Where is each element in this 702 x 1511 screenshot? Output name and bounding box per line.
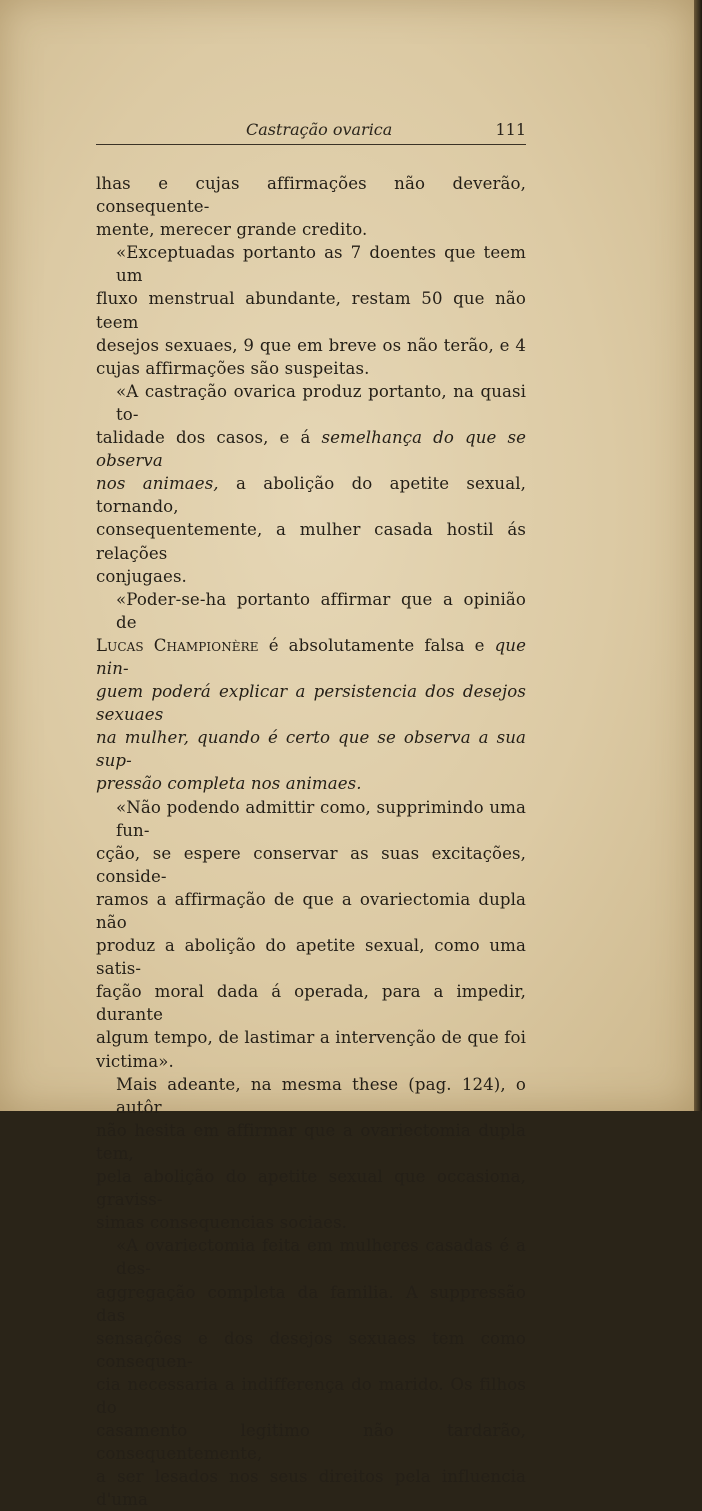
text-segment: desejos sexuaes, 9 que em breve os não terão, e 4 xyxy=(96,335,526,355)
text-segment: não hesita em affirmar que a ovariectomia dupla tem, xyxy=(96,1120,526,1163)
text-line xyxy=(96,1119,526,1165)
text-line xyxy=(96,772,526,795)
text-segment: algum tempo, de lastimar a intervenção de que foi xyxy=(96,1028,526,1048)
text-line xyxy=(96,1327,526,1373)
text-segment: «A ovariectomia feita em mulheres casadas é a des- xyxy=(116,1236,526,1279)
text-segment: conjugaes. xyxy=(96,566,187,586)
text-line xyxy=(96,1050,526,1073)
text-line xyxy=(96,680,526,726)
text-segment: aggregação completa da familia. A suppressão das xyxy=(96,1282,526,1325)
text-line xyxy=(96,842,526,888)
text-segment: nos animaes, xyxy=(96,474,219,494)
text-segment: «Não podendo admittir como, supprimindo uma fun- xyxy=(116,797,526,840)
text-segment: cia necessaria a indifferença do marido. Os filhos do xyxy=(96,1374,526,1417)
text-segment: guem poderá explicar a persistencia dos desejos sexuaes xyxy=(96,682,526,725)
text-segment: semelhança do que se observa xyxy=(96,428,526,471)
text-line xyxy=(96,357,526,380)
text-line xyxy=(96,172,526,218)
text-segment: sensações e dos desejos sexuaes tem como consequen- xyxy=(96,1328,526,1371)
text-line xyxy=(96,934,526,980)
text-line xyxy=(96,1465,526,1511)
text-segment: fluxo menstrual abundante, restam 50 que não teem xyxy=(96,289,526,332)
text-segment: produz a abolição do apetite sexual, como uma satis- xyxy=(96,936,526,979)
text-line xyxy=(96,1165,526,1211)
text-segment: victima». xyxy=(96,1051,174,1071)
text-line xyxy=(96,634,526,680)
text-segment: «Poder-se-ha portanto affirmar que a opinião de xyxy=(116,589,526,632)
text-line xyxy=(96,218,526,241)
text-segment: «Exceptuadas portanto as 7 doentes que teem um xyxy=(116,243,526,286)
text-line xyxy=(96,1211,526,1234)
text-line xyxy=(96,565,526,588)
text-segment: que nin- xyxy=(96,635,527,678)
text-line xyxy=(96,241,526,287)
text-line xyxy=(96,726,526,772)
text-segment: ramos a affirmação de que a ovariectomia dupla não xyxy=(96,889,526,932)
text-segment: pela abolição do apetite sexual que occasiona, graviss- xyxy=(96,1167,526,1210)
text-line xyxy=(96,588,526,634)
text-segment: na mulher, quando é certo que se observa a sua sup- xyxy=(96,728,526,771)
text-segment: Lucas Championère xyxy=(96,635,259,655)
text-line xyxy=(96,1373,526,1419)
text-line xyxy=(96,1281,526,1327)
text-line xyxy=(96,980,526,1026)
text-segment: casamento legitimo não tardarão, consequentemente, xyxy=(96,1421,526,1464)
body-text xyxy=(96,172,526,1511)
text-line xyxy=(96,1419,526,1465)
text-segment: simas consequencias sociaes. xyxy=(96,1213,348,1233)
text-segment: consequentemente, a mulher casada hostil ás relações xyxy=(96,520,526,563)
text-segment: a ser lesados nos seus direitos pela influencia d'uma xyxy=(96,1467,526,1510)
text-segment: cção, se espere conservar as suas excitações, conside- xyxy=(96,843,526,886)
text-line xyxy=(96,1073,526,1119)
running-title: Castração ovarica xyxy=(246,120,393,139)
page-edge-shadow xyxy=(694,0,702,1111)
text-line xyxy=(96,1234,526,1280)
text-segment: Mais adeante, na mesma these (pag. 124), o autôr xyxy=(116,1074,526,1117)
text-segment: mente, merecer grande credito. xyxy=(96,220,368,240)
text-line xyxy=(96,426,526,472)
page-header xyxy=(96,120,526,145)
text-line xyxy=(96,380,526,426)
text-line xyxy=(96,287,526,333)
text-segment: talidade dos casos, e á xyxy=(96,428,322,448)
text-segment: cujas affirmações são suspeitas. xyxy=(96,358,370,378)
text-segment: lhas e cujas affirmações não deverão, consequente- xyxy=(96,174,526,217)
text-line xyxy=(96,472,526,518)
text-line xyxy=(96,334,526,357)
text-segment: «A castração ovarica produz portanto, na quasi to- xyxy=(116,381,526,424)
text-line xyxy=(96,888,526,934)
text-segment: fação moral dada á operada, para a impedir, durante xyxy=(96,982,526,1025)
text-line xyxy=(96,1026,526,1049)
page-number: 111 xyxy=(495,120,526,139)
text-line xyxy=(96,518,526,564)
text-segment: pressão completa nos animaes. xyxy=(96,774,362,794)
text-segment: é absolutamente falsa e xyxy=(258,635,495,655)
text-line xyxy=(96,796,526,842)
text-segment: a abolição do apetite sexual, tornando, xyxy=(96,474,526,517)
